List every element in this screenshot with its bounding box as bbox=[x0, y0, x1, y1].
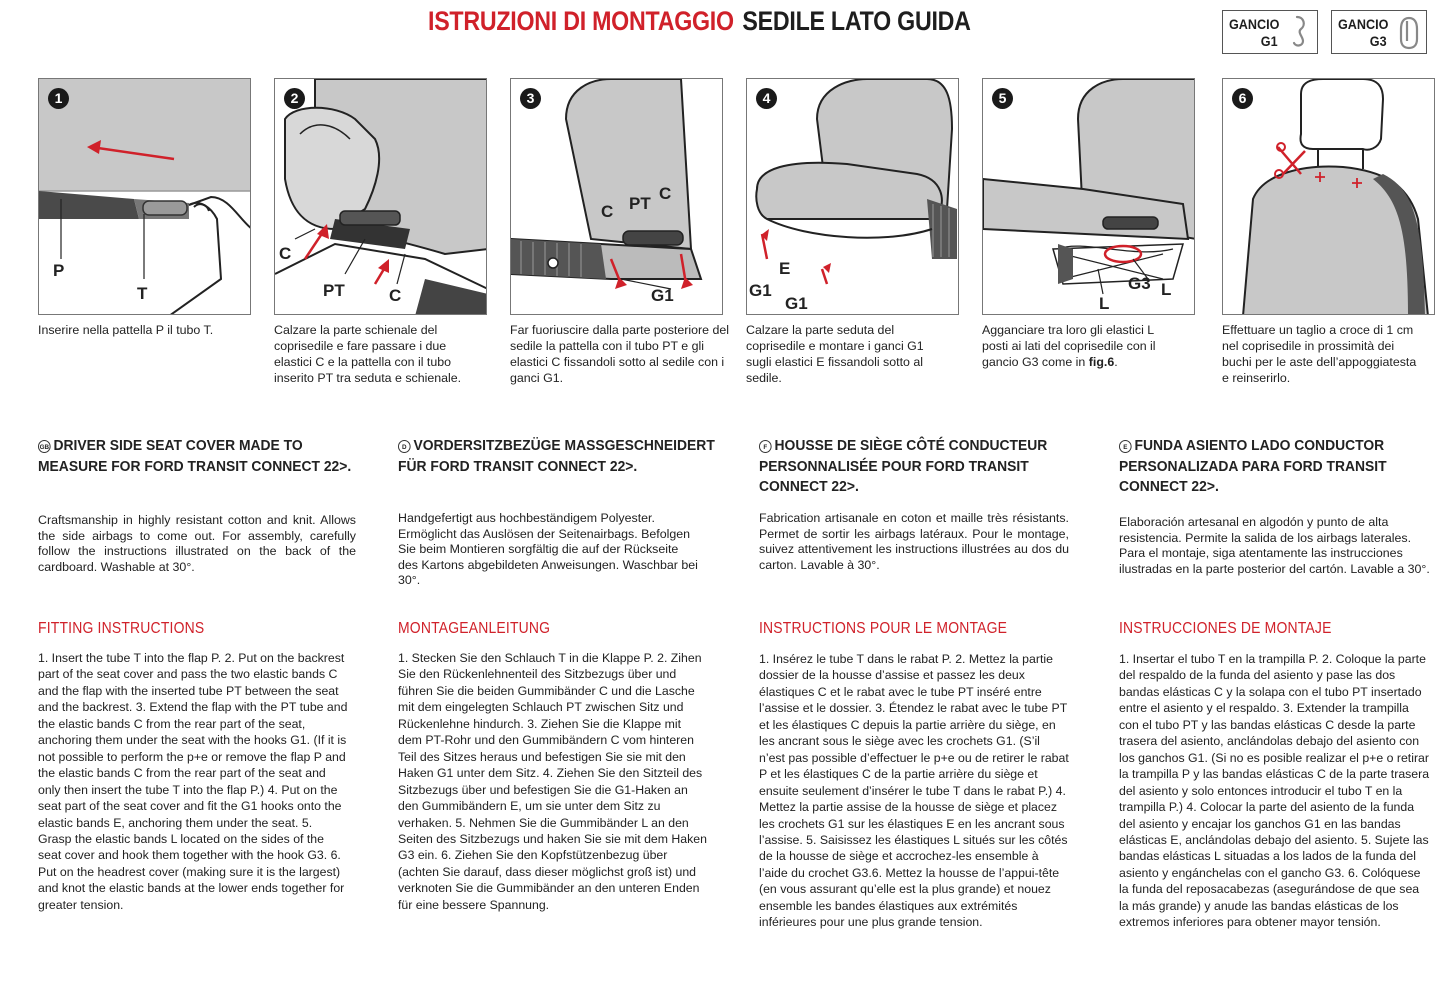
step-1-caption: Inserire nella pattella P il tubo T. bbox=[38, 323, 214, 337]
step-4-number: 4 bbox=[756, 88, 777, 109]
german-title-text: VORDERSITZBEZÜGE MASSGESCHNEIDERT FÜR FORD TRANSIT CONNECT 22>. bbox=[398, 438, 715, 475]
step-1-label-t: T bbox=[137, 284, 148, 303]
german-title bbox=[398, 436, 728, 477]
flag-uk-icon: GB bbox=[38, 440, 51, 453]
step-2-caption: Calzare la parte schienale del coprisedile e fare passare i due elastici C e la pattella con il tubo inserito PT tra seduta e schienale. bbox=[274, 323, 462, 385]
german-fitting-title: MONTAGEANLEITUNG bbox=[398, 620, 551, 637]
page-title bbox=[428, 6, 971, 37]
hook-legend-g3 bbox=[1331, 10, 1427, 54]
step-2-label-c1: C bbox=[279, 244, 292, 263]
english-fitting-instructions: 1. Insert the tube T into the flap P. 2. Put on the backrest part of the seat cover and pass the two elastic bands C and the flap with the inserted tube PT between the seat and the backrest. 3. Extend the flap with the PT tube and the elastic bands C from the rear part of the seat, anchoring them under the seat with the hooks G1. (If it is not possible to perform the p+e or remove the flap P and the elastic bands C from the rear part of the seat and only then insert the tube T into the flap P.) 4. Put on the seat part of the seat cover and fit the G1 hooks onto the elastic bands E, anchoring them under the seat. 5. Grasp the elastic bands L located on the sides of the seat cover and hook them together with the hook G3. 6. Put on the headrest cover (making sure it is the largest) and knot the elastic bands at the lower ends together for greater tension. bbox=[38, 651, 348, 912]
english-description: Craftsmanship in highly resistant cotton and knit. Allows the side airbags to come out. For assembly, carefully follow the instructions illustrated on the back of the cardboard. Washable at 30°. bbox=[38, 513, 356, 574]
flag-de-icon: D bbox=[398, 440, 411, 453]
step-1-illustration bbox=[38, 78, 251, 315]
french-fitting-instructions: 1. Insérez le tube T dans le rabat P. 2. Mettez la partie dossier de la housse d’assise et passez les deux élastiques C et le rabat avec le tube PT inséré entre l’assise et le dossier. 3. Étendez le rabat avec le tube PT et les élastiques C depuis la partie arrière du siège, en les ancrant sous le siège avec les crochets G1. (S’il n’est pas possible d’effectuer le p+e ou de retirer le rabat P et les élastiques C de la partie arrière du siège et ensuite seulement d’insérer le tube T dans le rabat P.) 4. Mettez la partie assise de la housse de siège et placez les crochets G1 sur les élastiques E en les ancrant sous l’assise. 5. Saisissez les élastiques L situés sur les côtés de la housse de siège et accrochez-les ensemble à l’aide du crochet G3.6. Mettez la housse de l’appui-tête (en vous assurant qu’elle est la plus grande) et nouez ensemble les bandes élastiques aux extrémités inférieures pour une plus grande tension. bbox=[759, 652, 1069, 930]
step-6-caption: Effettuare un taglio a croce di 1 cm nel coprisedile in prossimità dei buchi per le aste dell’appoggiatesta e reinserirlo. bbox=[1222, 323, 1417, 385]
french-fitting-title: INSTRUCTIONS POUR LE MONTAGE bbox=[759, 620, 1008, 637]
step-1-number: 1 bbox=[48, 88, 69, 109]
hook-g3-code: G3 bbox=[1369, 33, 1387, 49]
hook-g3-label: GANCIO bbox=[1338, 16, 1389, 32]
hook-g1-label: GANCIO bbox=[1229, 16, 1280, 32]
step-3-label-pt: PT bbox=[629, 194, 651, 213]
step-4-illustration bbox=[746, 78, 959, 315]
english-title-text: DRIVER SIDE SEAT COVER MADE TO MEASURE FOR FORD TRANSIT CONNECT 22>. bbox=[38, 438, 352, 475]
step-3-label-g1: G1 bbox=[651, 286, 674, 305]
step-2-label-c2: C bbox=[389, 286, 402, 305]
flag-es-icon: E bbox=[1119, 440, 1132, 453]
hook-g1-code: G1 bbox=[1260, 33, 1278, 49]
step-4-label-g1a: G1 bbox=[749, 281, 772, 300]
hook-legend-g1 bbox=[1222, 10, 1318, 54]
step-5-caption-text: Agganciare tra loro gli elastici L posti ai lati del coprisedile con il gancio G3 come in bbox=[982, 323, 1156, 369]
spanish-title-text: FUNDA ASIENTO LADO CONDUCTOR PERSONALIZADA PARA FORD TRANSIT CONNECT 22>. bbox=[1119, 438, 1387, 495]
spanish-fitting-instructions: 1. Insertar el tubo T en la trampilla P. 2. Coloque la parte del respaldo de la funda del asiento y pase las dos bandas elásticas C y la solapa con el tubo PT insertado entre el asiento y el respaldo. 3. Extender la trampilla con el tubo PT y las bandas elásticas C desde la parte trasera del asiento, anclándolas debajo del asiento con los ganchos G1. (Si no es posible realizar el p+e o retirar la trampilla P y las bandas elásticas C de la parte trasera del asiento y solo entonces introducir el tubo T en la trampilla P.) 4. Colocar la parte del asiento de la funda del asiento y encajar los ganchos G1 en las bandas elásticas E, anclándolas debajo del asiento. 5. Sujete las bandas elásticas L situadas a los lados de la funda del asiento y engánchelas con el gancho G3. 6. Colóquese la funda del reposacabezas (asegurándose de que sea la más grande) y anude las bandas elásticas de los extremos inferiores para obtener mayor tensión. bbox=[1119, 652, 1430, 930]
step-3-number: 3 bbox=[520, 88, 541, 109]
title-black: SEDILE LATO GUIDA bbox=[742, 6, 971, 36]
german-description: Handgefertigt aus hochbeständigem Polyester. Ermöglicht das Auslösen der Seitenairbags. Befolgen Sie beim Montieren sorgfältig die auf der Rückseite des Kartons abgebildeten Anweisungen. Waschbar bei 30°. bbox=[398, 511, 698, 588]
step-1-label-p: P bbox=[53, 261, 65, 280]
step-4-label-e: E bbox=[779, 259, 791, 278]
german-fitting-instructions: 1. Stecken Sie den Schlauch T in die Klappe P. 2. Zihen Sie den Rückenlehnenteil des Sitzbezugs über und führen Sie die beiden Gummibänder C und die Lasche mit dem eingelegten Schlauch PT zwischen Sitz und Rückenlehne hindurch. 3. Ziehen Sie die Klappe mit dem PT-Rohr und den Gummibändern C vom hinteren Teil des Sitzes heraus und befestigen Sie sie mit den Haken G1 unter dem Sitz. 4. Ziehen Sie den Sitzteil des Sitzbezugs über und befestigen Sie die G1-Haken an den Gummibändern E, um sie unter dem Sitz zu verhaken. 5. Nehmen Sie die Gummibänder L an den Seiten des Sitzbezugs und haken Sie sie mit dem Haken G3 ein. 6. Ziehen Sie den Kopfstützenbezug über (achten Sie darauf, dass dieser möglichst groß ist) und verknoten Sie die Gummibänder an den unteren Enden für eine bessere Spannung. bbox=[398, 651, 707, 912]
step-5-caption-figure-ref: fig.6 bbox=[1088, 355, 1115, 369]
step-3-label-c2: C bbox=[659, 184, 672, 203]
hook-g1-icon bbox=[1289, 15, 1311, 49]
step-5-caption-end: . bbox=[1114, 355, 1118, 369]
french-description: Fabrication artisanale en coton et maille très résistants. Permet de sortir les airbags latéraux. Pour le montage, suivez attentivement les instructions illustrées au dos du carton. Lavable à 30°. bbox=[759, 511, 1069, 572]
spanish-fitting-title: INSTRUCCIONES DE MONTAJE bbox=[1119, 620, 1332, 637]
step-2-number: 2 bbox=[284, 88, 305, 109]
spanish-title bbox=[1119, 436, 1425, 498]
step-5-illustration bbox=[982, 78, 1195, 315]
step-5-label-l2: L bbox=[1099, 294, 1110, 313]
spanish-description: Elaboración artesanal en algodón y punto de alta resistencia. Permite la salida de los airbags laterales. Para el montaje, siga atentamente las instrucciones ilustradas en la parte posterior del cartón. Lavable a 30°. bbox=[1119, 515, 1430, 576]
step-6-number: 6 bbox=[1232, 88, 1253, 109]
step-2-illustration bbox=[274, 78, 487, 315]
hook-g3-icon bbox=[1398, 15, 1420, 51]
step-5-label-l1: L bbox=[1161, 280, 1172, 299]
step-3-label-c1: C bbox=[601, 202, 614, 221]
english-fitting-title: FITTING INSTRUCTIONS bbox=[38, 620, 205, 637]
french-title bbox=[759, 436, 1089, 498]
step-5-caption bbox=[982, 322, 1182, 370]
english-title bbox=[38, 436, 368, 477]
step-2-label-pt: PT bbox=[323, 281, 345, 300]
title-red: ISTRUZIONI DI MONTAGGIO bbox=[428, 6, 734, 36]
step-3-illustration bbox=[510, 78, 723, 315]
flag-fr-icon: F bbox=[759, 440, 772, 453]
step-6-illustration bbox=[1222, 78, 1435, 315]
step-4-caption: Calzare la parte seduta del coprisedile e montare i ganci G1 sugli elastici E fissandoli sotto al sedile. bbox=[746, 323, 924, 385]
step-4-label-g1b: G1 bbox=[785, 294, 808, 313]
french-title-text: HOUSSE DE SIÈGE CÔTÉ CONDUCTEUR PERSONNALISÉE POUR FORD TRANSIT CONNECT 22>. bbox=[759, 438, 1048, 495]
step-5-label-g3: G3 bbox=[1128, 274, 1151, 293]
step-5-number: 5 bbox=[992, 88, 1013, 109]
step-3-caption: Far fuoriuscire dalla parte posteriore del sedile la pattella con il tubo PT e gli elastici C fissandoli sotto al sedile con i ganci G1. bbox=[510, 323, 730, 385]
